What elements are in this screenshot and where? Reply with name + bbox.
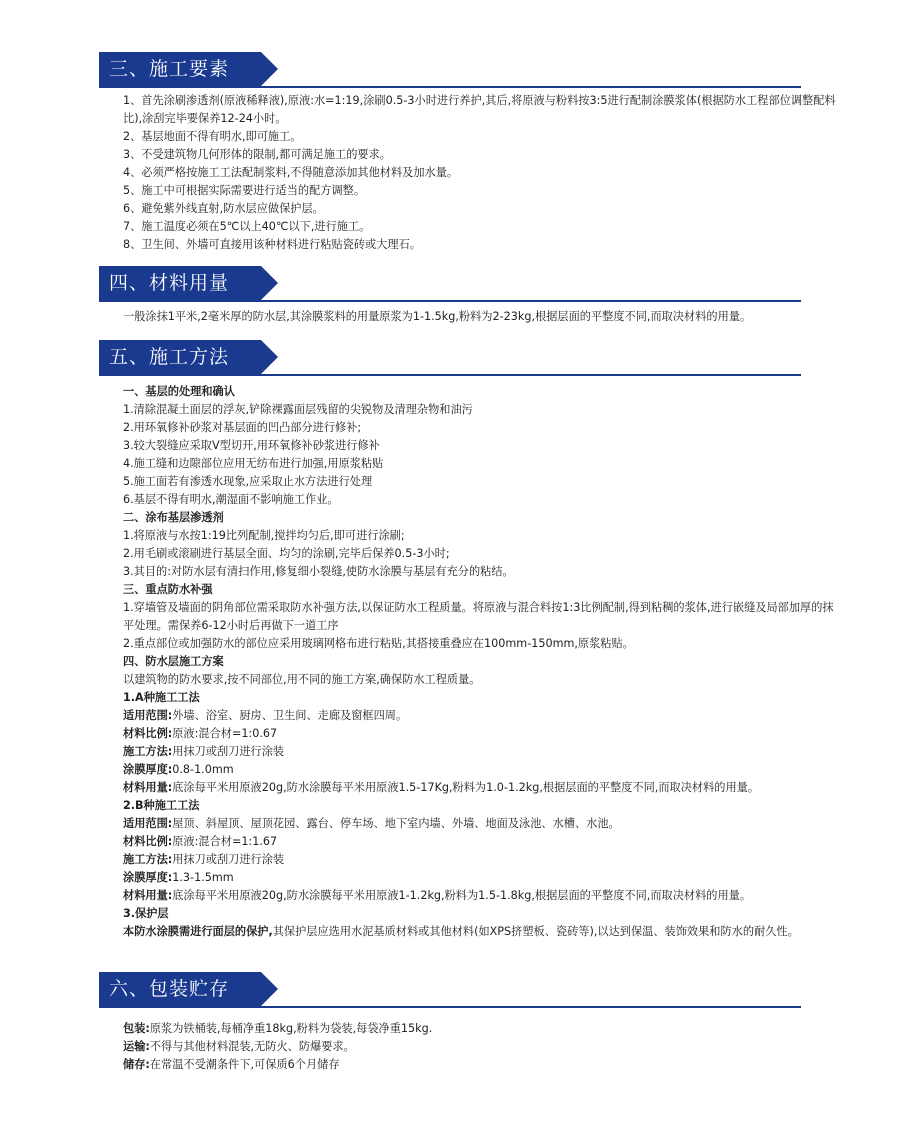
spec-value: 底涂每平米用原液20g,防水涂膜每平米用原液1.5-17Kg,粉料为1.0-1.2kg,根据层面的平整度不同,而取决材料的用量。	[172, 781, 760, 794]
method-b-title: 2.B种施工工法	[123, 799, 200, 812]
spec-label: 涂膜厚度:	[123, 871, 173, 884]
spec-label: 材料用量:	[123, 781, 173, 794]
spec-label: 材料用量:	[123, 889, 173, 902]
spec-label: 涂膜厚度:	[123, 763, 173, 776]
spec-label: 适用范围:	[123, 817, 173, 830]
section-packaging-storage	[0, 972, 900, 1074]
list-item: 8、卫生间、外墙可直接用该种材料进行粘贴瓷砖或大理石。	[123, 238, 421, 251]
spec-value: 底涂每平米用原液20g,防水涂膜每平米用原液1-1.2kg,粉料为1.5-1.8kg,根据层面的平整度不同,而取决材料的用量。	[172, 889, 752, 902]
section-title: 五、施工方法	[109, 346, 230, 368]
subheading: 四、防水层施工方案	[123, 655, 224, 668]
spec-row	[123, 1038, 843, 1056]
list-item: 6.基层不得有明水,潮湿面不影响施工作业。	[123, 493, 339, 506]
section-title: 六、包装贮存	[109, 978, 230, 1000]
section-body	[123, 383, 843, 941]
list-item: 3.较大裂缝应采取V型切开,用环氧修补砂浆进行修补	[123, 439, 380, 452]
spec-label: 材料比例:	[123, 835, 173, 848]
list-item: 2.用环氧修补砂浆对基层面的凹凸部分进行修补;	[123, 421, 362, 434]
list-item: 1.清除混凝土面层的浮灰,铲除裸露面层残留的尖锐物及清理杂物和油污	[123, 403, 473, 416]
spec-label: 储存:	[123, 1058, 150, 1071]
subheading: 二、涂布基层渗透剂	[123, 511, 224, 524]
spec-row	[123, 725, 843, 743]
paragraph-lead: 本防水涂膜需进行面层的保护,	[123, 925, 273, 938]
spec-value: 在常温不受潮条件下,可保质6个月储存	[149, 1058, 340, 1071]
section-body	[123, 308, 843, 326]
subheading: 一、基层的处理和确认	[123, 385, 235, 398]
spec-value: 原液:混合材=1:0.67	[172, 727, 278, 740]
spec-value: 原浆为铁桶装,每桶净重18kg,粉料为袋装,每袋净重15kg.	[149, 1022, 433, 1035]
section-header	[99, 266, 900, 300]
method-a-title: 1.A种施工工法	[123, 691, 200, 704]
section-header	[99, 52, 900, 86]
spec-row	[123, 833, 843, 851]
spec-label: 运输:	[123, 1040, 150, 1053]
spec-label: 施工方法:	[123, 853, 173, 866]
spec-row	[123, 707, 843, 725]
paragraph	[123, 923, 843, 941]
spec-value: 不得与其他材料混装,无防火、防爆要求。	[149, 1040, 355, 1053]
list-item: 6、避免紫外线直射,防水层应做保护层。	[123, 202, 324, 215]
spec-row	[123, 779, 843, 797]
section-header	[99, 340, 900, 374]
list-item: 3.其目的:对防水层有清扫作用,修复细小裂缝,使防水涂膜与基层有充分的粘结。	[123, 565, 514, 578]
section-title: 三、施工要素	[109, 58, 230, 80]
section-title: 四、材料用量	[109, 272, 230, 294]
subheading: 三、重点防水补强	[123, 583, 213, 596]
list-item: 1.穿墙管及墙面的阴角部位需采取防水补强方法,以保证防水工程质量。将原液与混合料按1:3比例配制,得到粘稠的浆体,进行嵌缝及局部加厚的抹平处理。需保养6-12小时后再做下一道工序	[123, 601, 834, 632]
section-construction-elements	[0, 52, 900, 254]
list-item: 1、首先涂刷渗透剂(原液稀释液),原液:水=1:19,涂刷0.5-3小时进行养护,其后,将原液与粉料按3:5进行配制涂膜浆体(根据防水工程部位调整配料比),涂刮完毕要保养12-24小时。	[123, 94, 836, 125]
spec-row	[123, 887, 843, 905]
spec-row	[123, 1056, 843, 1074]
spec-row	[123, 743, 843, 761]
spec-value: 用抹刀或刮刀进行涂装	[172, 853, 285, 866]
spec-row	[123, 1020, 843, 1038]
spec-row	[123, 851, 843, 869]
paragraph: 一般涂抹1平米,2毫米厚的防水层,其涂膜浆料的用量原浆为1-1.5kg,粉料为2-23kg,根据层面的平整度不同,而取决材料的用量。	[123, 310, 752, 323]
list-item: 2.重点部位或加强防水的部位应采用玻璃网格布进行粘贴,其搭接重叠应在100mm-150mm,原浆粘贴。	[123, 637, 634, 650]
spec-value: 1.3-1.5mm	[172, 871, 234, 884]
list-item: 2.用毛刷或滚刷进行基层全面、均匀的涂刷,完毕后保养0.5-3小时;	[123, 547, 450, 560]
spec-value: 0.8-1.0mm	[172, 763, 234, 776]
spec-value: 用抹刀或刮刀进行涂装	[172, 745, 285, 758]
section-header	[99, 972, 900, 1006]
list-item: 5.施工面若有渗透水现象,应采取止水方法进行处理	[123, 475, 373, 488]
spec-label: 施工方法:	[123, 745, 173, 758]
spec-row	[123, 815, 843, 833]
list-item: 4.施工缝和边隙部位应用无纺布进行加强,用原浆粘贴	[123, 457, 384, 470]
spec-label: 适用范围:	[123, 709, 173, 722]
section-body	[123, 92, 843, 254]
list-item: 3、不受建筑物几何形体的限制,都可满足施工的要求。	[123, 148, 391, 161]
spec-row	[123, 869, 843, 887]
list-item: 4、必须严格按施工工法配制浆料,不得随意添加其他材料及加水量。	[123, 166, 459, 179]
spec-value: 屋顶、斜屋顶、屋顶花园、露台、停车场、地下室内墙、外墙、地面及泳池、水槽、水池。	[172, 817, 620, 830]
spec-label: 材料比例:	[123, 727, 173, 740]
list-item: 1.将原液与水按1:19比列配制,搅拌均匀后,即可进行涂刷;	[123, 529, 405, 542]
section-construction-method	[0, 340, 900, 941]
paragraph-text: 其保护层应选用水泥基质材料或其他材料(如XPS挤塑板、瓷砖等),以达到保温、装饰效果和防水的耐久性。	[272, 925, 799, 938]
protection-layer-title: 3.保护层	[123, 907, 169, 920]
list-item: 5、施工中可根据实际需要进行适当的配方调整。	[123, 184, 366, 197]
spec-row	[123, 761, 843, 779]
spec-label: 包装:	[123, 1022, 150, 1035]
list-item: 2、基层地面不得有明水,即可施工。	[123, 130, 302, 143]
spec-value: 原液:混合材=1:1.67	[172, 835, 278, 848]
section-material-usage	[0, 266, 900, 326]
paragraph: 以建筑物的防水要求,按不同部位,用不同的施工方案,确保防水工程质量。	[123, 673, 481, 686]
list-item: 7、施工温度必须在5℃以上40℃以下,进行施工。	[123, 220, 371, 233]
spec-value: 外墙、浴室、厨房、卫生间、走廊及窗框四周。	[172, 709, 408, 722]
section-body	[123, 1020, 843, 1074]
